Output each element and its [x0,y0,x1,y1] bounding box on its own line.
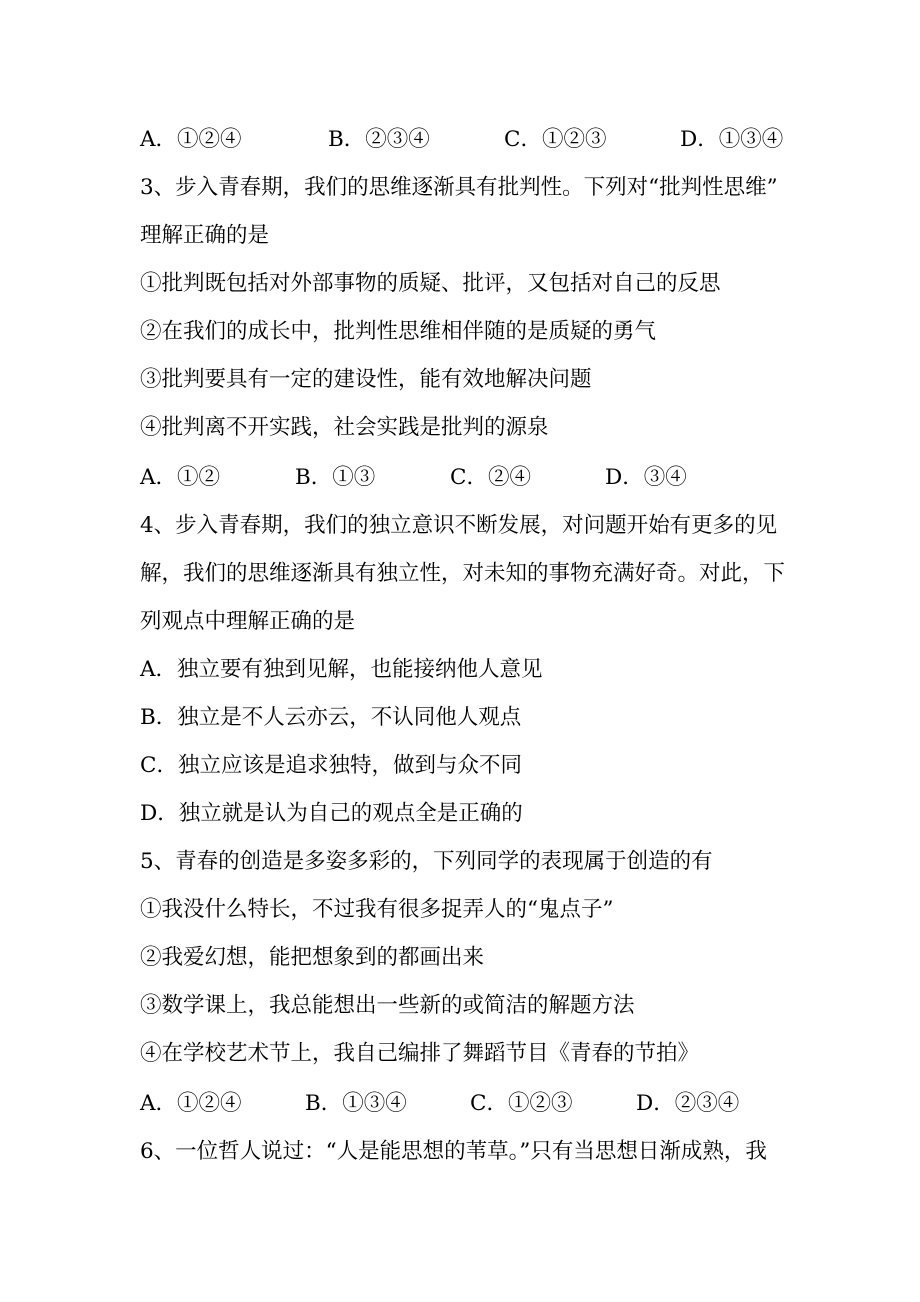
q5-option-b: B．①③④ [305,1091,407,1116]
q3-item-2: ②在我们的成长中，批判性思维相伴随的是质疑的勇气 [140,319,657,344]
q5-option-d: D．②③④ [636,1091,740,1116]
q4-option-a: A．独立要有独到见解，也能接纳他人意见 [140,657,543,682]
q3-stem-line-2: 理解正确的是 [140,223,270,248]
q4-stem-line-1: 4、步入青春期，我们的独立意识不断发展，对问题开始有更多的见 [140,513,778,538]
q5-item-3: ③数学课上，我总能想出一些新的或简洁的解题方法 [140,993,635,1018]
q6-stem-line-1: 6、一位哲人说过：“人是能思想的苇草。”只有当思想日渐成熟，我 [140,1139,767,1164]
q3-option-c: C．②④ [450,465,531,490]
q5-option-a: A．①②④ [140,1091,242,1116]
q2-option-d: D．①③④ [680,127,784,152]
q4-option-c: C．独立应该是追求独特，做到与众不同 [140,753,522,778]
q4-option-b: B．独立是不人云亦云，不认同他人观点 [140,705,522,730]
q2-option-b: B．②③④ [328,127,430,152]
q3-option-d: D．③④ [605,465,687,490]
q3-item-4: ④批判离不开实践，社会实践是批判的源泉 [140,415,549,440]
q5-item-1: ①我没什么特长，不过我有很多捉弄人的“鬼点子” [140,897,614,922]
q3-option-b: B．①③ [295,465,376,490]
q5-item-4: ④在学校艺术节上，我自己编排了舞蹈节目《青春的节拍》 [140,1041,700,1066]
q3-stem-line-1: 3、步入青春期，我们的思维逐渐具有批判性。下列对“批判性思维” [140,175,778,200]
q4-option-d: D．独立就是认为自己的观点全是正确的 [140,801,523,826]
q4-stem-line-2: 解，我们的思维逐渐具有独立性，对未知的事物充满好奇。对此，下 [140,561,786,586]
q3-item-1: ①批判既包括对外部事物的质疑、批评，又包括对自己的反思 [140,271,721,296]
q5-stem: 5、青春的创造是多姿多彩的，下列同学的表现属于创造的有 [140,849,713,874]
q4-stem-line-3: 列观点中理解正确的是 [140,609,356,634]
q3-item-3: ③批判要具有一定的建设性，能有效地解决问题 [140,367,592,392]
q5-option-c: C．①②③ [470,1091,573,1116]
q5-item-2: ②我爱幻想，能把想象到的都画出来 [140,945,485,970]
q2-option-c: C．①②③ [504,127,607,152]
q3-option-a: A．①② [140,465,221,490]
q2-option-a: A．①②④ [140,127,242,152]
